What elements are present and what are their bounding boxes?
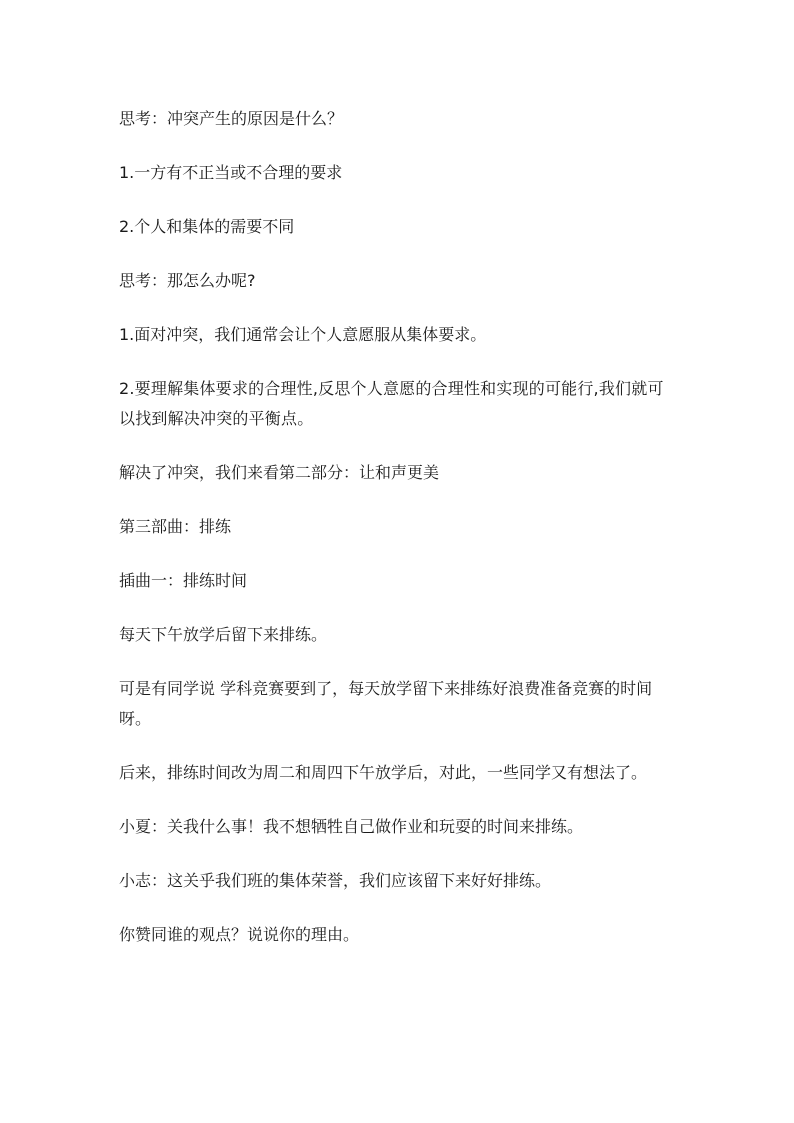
classmate-objection: 可是有同学说 学科竞赛要到了，每天放学留下来排练好浪费准备竞赛的时间呀。 <box>119 679 653 728</box>
question-cause-of-conflict: 思考：冲突产生的原因是什么？ <box>119 109 344 128</box>
transition-part-two: 解决了冲突，我们来看第二部分：让和声更美 <box>119 463 440 482</box>
xiaozhi-view: 小志：这关乎我们班的集体荣誉，我们应该留下来好好排练。 <box>119 871 552 890</box>
solution-point-2: 2.要理解集体要求的合理性,反思个人意愿的合理性和实现的可能行,我们就可以找到解决冲突的平衡点。 <box>119 379 664 428</box>
document-body <box>119 104 679 974</box>
question-what-to-do: 思考：那怎么办呢? <box>119 271 256 290</box>
solution-point-1: 1.面对冲突，我们通常会让个人意愿服从集体要求。 <box>119 325 487 344</box>
rehearsal-schedule: 每天下午放学后留下来排练。 <box>119 625 328 644</box>
xiaoxia-view: 小夏：关我什么事！我不想牺牲自己做作业和玩耍的时间来排练。 <box>119 817 584 836</box>
schedule-change: 后来，排练时间改为周二和周四下午放学后，对此，一些同学又有想法了。 <box>119 763 648 782</box>
answer-point-1: 1.一方有不正当或不合理的要求 <box>119 163 343 182</box>
interlude-one-heading: 插曲一：排练时间 <box>119 571 248 590</box>
discussion-question: 你赞同谁的观点？说说你的理由。 <box>119 925 360 944</box>
answer-point-2: 2.个人和集体的需要不同 <box>119 217 295 236</box>
section-third-movement: 第三部曲：排练 <box>119 517 232 536</box>
